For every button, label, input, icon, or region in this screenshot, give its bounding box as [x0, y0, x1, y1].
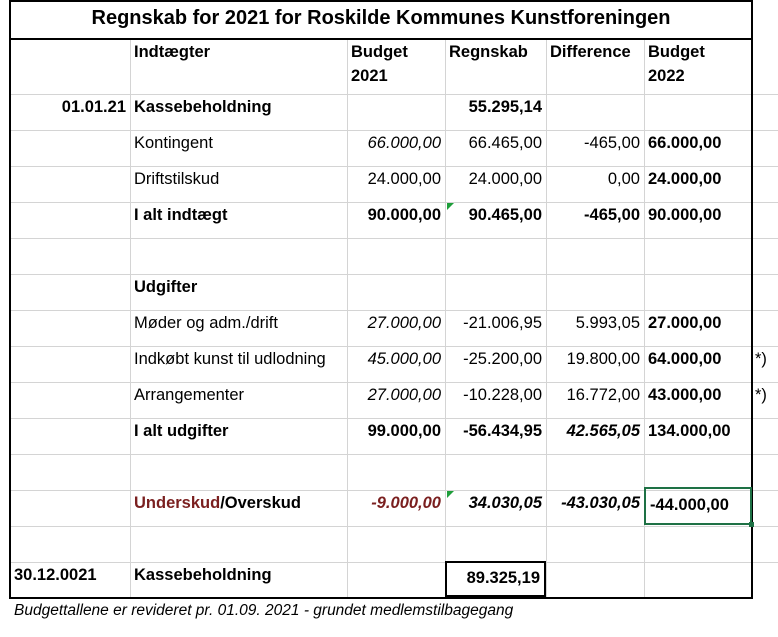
income-total-budget2021-cell[interactable]: 90.000,00: [367, 206, 441, 224]
kunst-note-cell[interactable]: *): [755, 350, 767, 368]
gridline: [10, 274, 778, 275]
moeder-label-cell[interactable]: Møder og adm./drift: [134, 314, 278, 332]
expenses-header-cell[interactable]: Udgifter: [134, 278, 198, 296]
driftstilskud-budget2021-cell[interactable]: 24.000,00: [367, 170, 441, 188]
moeder-budget2022-cell[interactable]: 27.000,00: [648, 314, 722, 332]
header-budget-2022-line1: Budget: [648, 43, 705, 61]
income-total-budget2022-cell[interactable]: 90.000,00: [648, 206, 722, 224]
income-total-regnskab-cell[interactable]: 90.465,00: [468, 206, 542, 224]
kontingent-budget2021-cell[interactable]: 66.000,00: [367, 134, 441, 152]
driftstilskud-difference-cell[interactable]: 0,00: [607, 170, 640, 188]
footnote-text[interactable]: Budgettallene er revideret pr. 01.09. 2021 - grundet medlemstilbagegang: [14, 602, 514, 619]
header-regnskab[interactable]: [445, 40, 546, 64]
closing-regnskab-cell[interactable]: 89.325,19: [445, 561, 546, 597]
header-budget-2022[interactable]: [644, 40, 752, 88]
deficit-label: Underskud: [134, 494, 221, 512]
expense-total-budget2022-cell[interactable]: 134.000,00: [648, 422, 731, 440]
header-difference[interactable]: [546, 40, 644, 64]
income-total-difference-cell[interactable]: -465,00: [584, 206, 640, 224]
moeder-regnskab-cell[interactable]: -21.006,95: [463, 314, 542, 332]
arrangementer-regnskab-cell[interactable]: -10.228,00: [463, 386, 542, 404]
sheet-title[interactable]: Regnskab for 2021 for Roskilde Kommunes Kunstforeningen: [91, 7, 671, 29]
header-income-label: Indtægter: [134, 43, 211, 61]
label-separator: /: [220, 494, 225, 512]
gridline: [10, 454, 778, 455]
kontingent-regnskab-cell[interactable]: 66.465,00: [468, 134, 542, 152]
header-budget-2021-line2: 2021: [351, 67, 388, 85]
result-difference-cell[interactable]: -43.030,05: [561, 494, 640, 512]
header-budget-2021[interactable]: [347, 40, 445, 88]
header-regnskab-label: Regnskab: [449, 43, 528, 61]
header-income[interactable]: [130, 40, 347, 64]
income-total-label-cell[interactable]: I alt indtægt: [134, 206, 228, 224]
driftstilskud-regnskab-cell[interactable]: 24.000,00: [468, 170, 542, 188]
moeder-difference-cell[interactable]: 5.993,05: [575, 314, 640, 332]
kunst-regnskab-cell[interactable]: -25.200,00: [463, 350, 542, 368]
result-budget2021-cell[interactable]: -9.000,00: [371, 494, 441, 512]
closing-label-cell[interactable]: Kassebeholdning: [134, 566, 272, 584]
expense-total-budget2021-cell[interactable]: 99.000,00: [367, 422, 441, 440]
gridline: [10, 526, 778, 527]
header-difference-label: Difference: [550, 43, 631, 61]
kunst-label-cell[interactable]: Indkøbt kunst til udlodning: [134, 350, 326, 368]
kontingent-label-cell[interactable]: Kontingent: [134, 134, 213, 152]
arrangementer-budget2022-cell[interactable]: 43.000,00: [648, 386, 722, 404]
arrangementer-label-cell[interactable]: Arrangementer: [134, 386, 245, 404]
kunst-budget2021-cell[interactable]: 45.000,00: [367, 350, 441, 368]
opening-regnskab-cell[interactable]: 55.295,14: [468, 98, 542, 116]
driftstilskud-budget2022-cell[interactable]: 24.000,00: [648, 170, 722, 188]
arrangementer-note-cell[interactable]: *): [755, 386, 767, 404]
gridline: [10, 238, 778, 239]
result-budget2022-cell-selected[interactable]: -44.000,00: [644, 487, 752, 525]
opening-label-cell[interactable]: Kassebeholdning: [134, 98, 272, 116]
moeder-budget2021-cell[interactable]: 27.000,00: [367, 314, 441, 332]
header-budget-2021-line1: Budget: [351, 43, 408, 61]
opening-date-cell[interactable]: 01.01.21: [61, 98, 126, 116]
kontingent-budget2022-cell[interactable]: 66.000,00: [648, 134, 722, 152]
kunst-budget2022-cell[interactable]: 64.000,00: [648, 350, 722, 368]
arrangementer-budget2021-cell[interactable]: 27.000,00: [367, 386, 441, 404]
result-label-cell[interactable]: [130, 485, 347, 521]
closing-date-cell[interactable]: 30.12.0021: [14, 566, 97, 584]
expense-total-difference-cell[interactable]: 42.565,05: [566, 422, 640, 440]
kontingent-difference-cell[interactable]: -465,00: [584, 134, 640, 152]
surplus-label: Overskud: [224, 494, 301, 512]
result-regnskab-cell[interactable]: 34.030,05: [468, 494, 542, 512]
expense-total-regnskab-cell[interactable]: -56.434,95: [463, 422, 542, 440]
driftstilskud-label-cell[interactable]: Driftstilskud: [134, 170, 220, 188]
selection-fill-handle[interactable]: [749, 522, 754, 527]
expense-total-label-cell[interactable]: I alt udgifter: [134, 422, 229, 440]
kunst-difference-cell[interactable]: 19.800,00: [566, 350, 640, 368]
header-budget-2022-line2: 2022: [648, 67, 685, 85]
arrangementer-difference-cell[interactable]: 16.772,00: [566, 386, 640, 404]
